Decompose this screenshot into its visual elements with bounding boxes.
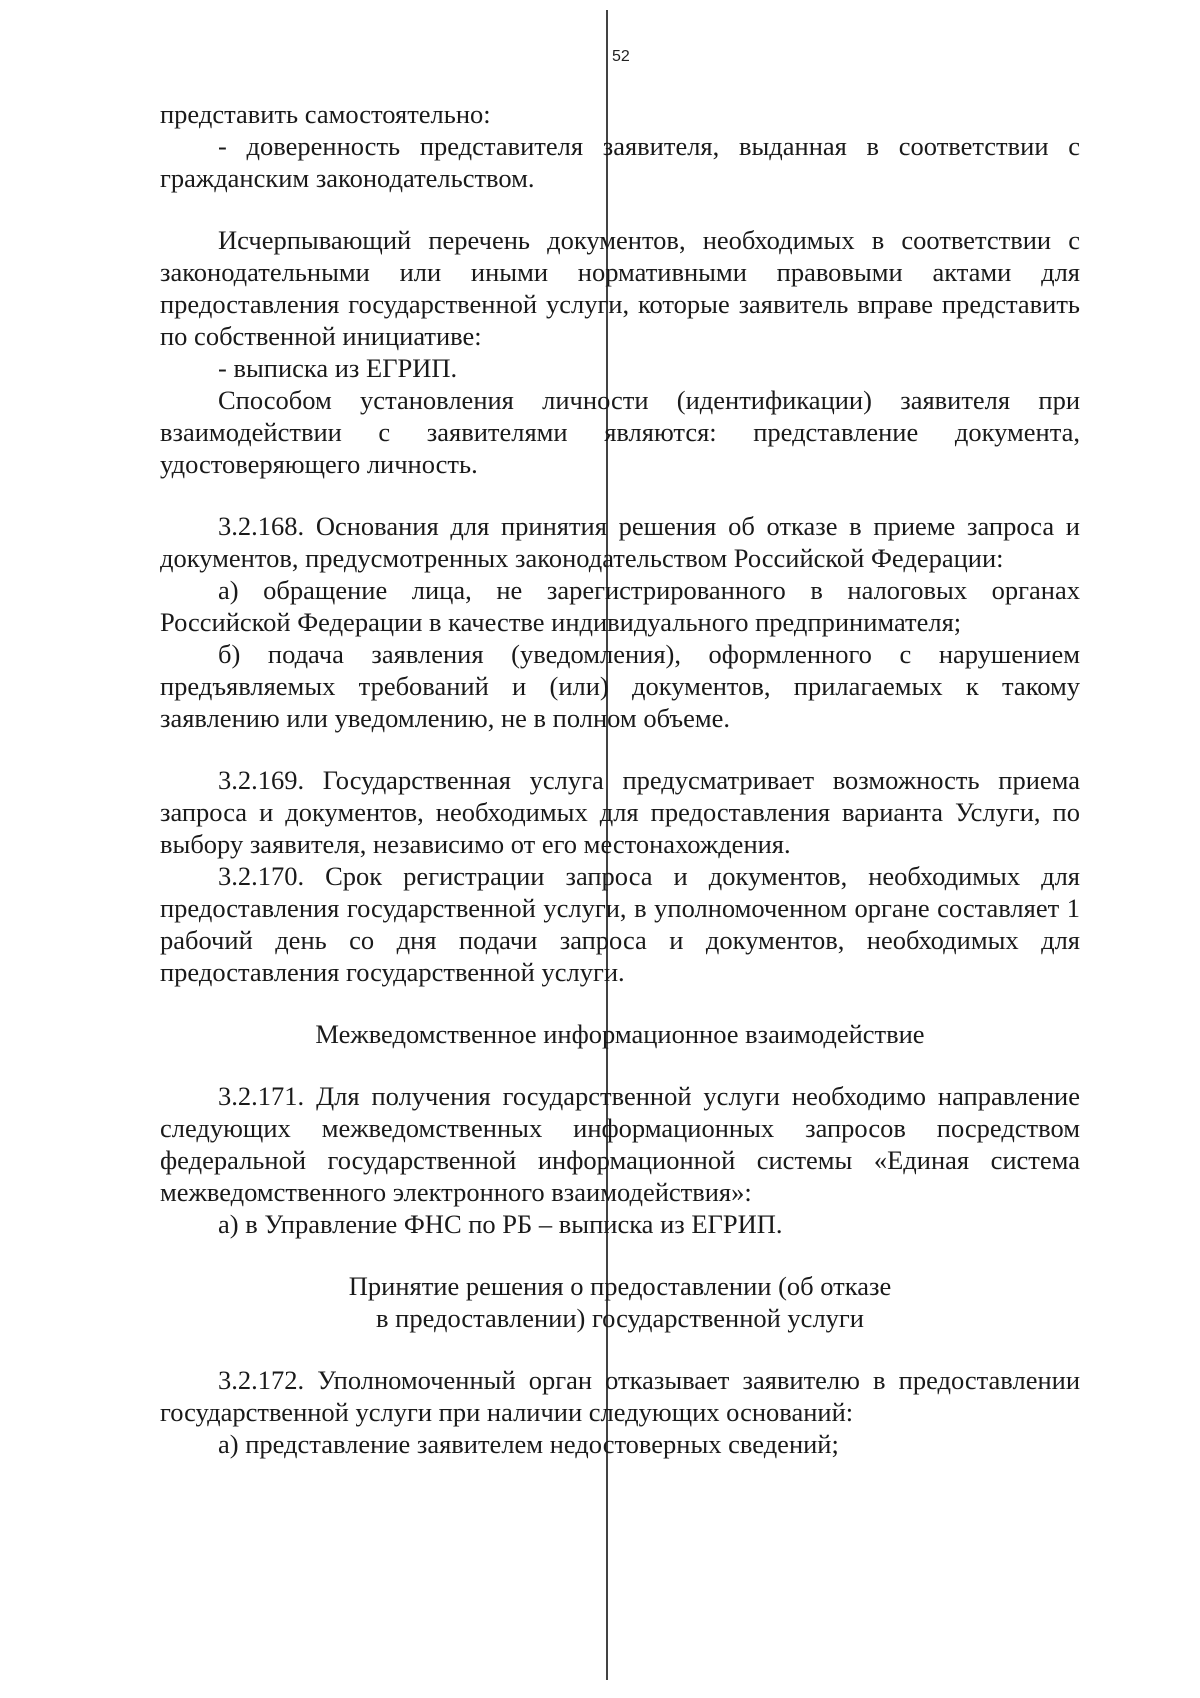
page-number: 52 — [612, 48, 630, 65]
paragraph: представить самостоятельно: — [160, 99, 491, 129]
paragraph: - доверенность представителя заявителя, выданная в соответствии с гражданским законодательством. — [160, 131, 1080, 193]
paragraph: - выписка из ЕГРИП. — [218, 353, 458, 383]
paragraph: б) подача заявления (уведомления), оформленного с нарушением предъявляемых требований и (или) документов, прилагаемых к такому заявлению или уведомлению, не в полном объеме. — [160, 639, 1080, 733]
paragraph: Способом установления личности (идентификации) заявителя при взаимодействии с заявителями являются: представление документа, удостоверяющего личность. — [160, 385, 1080, 479]
paragraph: 3.2.168. Основания для принятия решения об отказе в приеме запроса и документов, предусмотренных законодательством Российской Федерации: — [160, 511, 1080, 573]
paragraph: а) представление заявителем недостоверных сведений; — [218, 1429, 839, 1459]
paragraph: 3.2.172. Уполномоченный орган отказывает заявителю в предоставлении государственной услуги при наличии следующих оснований: — [160, 1365, 1080, 1427]
paragraph: Исчерпывающий перечень документов, необходимых в соответствии с законодательными или иными нормативными правовыми актами для предоставления государственной услуги, которые заявитель вправе представить по собственной инициативе: — [160, 225, 1080, 351]
section-heading-line: в предоставлении) государственной услуги — [376, 1303, 864, 1333]
document-body — [160, 98, 1080, 1460]
paragraph: а) обращение лица, не зарегистрированного в налоговых органах Российской Федерации в качестве индивидуального предпринимателя; — [160, 575, 1080, 637]
paragraph: 3.2.171. Для получения государственной услуги необходимо направление следующих межведомственных информационных запросов посредством федеральной государственной информационной системы «Единая система межведомственного электронного взаимодействия»: — [160, 1081, 1080, 1207]
section-heading: Межведомственное информационное взаимодействие — [315, 1019, 925, 1049]
section-heading-line: Принятие решения о предоставлении (об отказе — [348, 1271, 892, 1301]
paragraph: 3.2.170. Срок регистрации запроса и документов, необходимых для предоставления государственной услуги, в уполномоченном органе составляет 1 рабочий день со дня подачи запроса и документов, необходимых для предоставления государственной услуги. — [160, 861, 1080, 987]
paragraph: 3.2.169. Государственная услуга предусматривает возможность приема запроса и документов, необходимых для предоставления варианта Услуги, по выбору заявителя, независимо от его местонахождения. — [160, 765, 1080, 859]
paragraph: а) в Управление ФНС по РБ – выписка из ЕГРИП. — [218, 1209, 783, 1239]
